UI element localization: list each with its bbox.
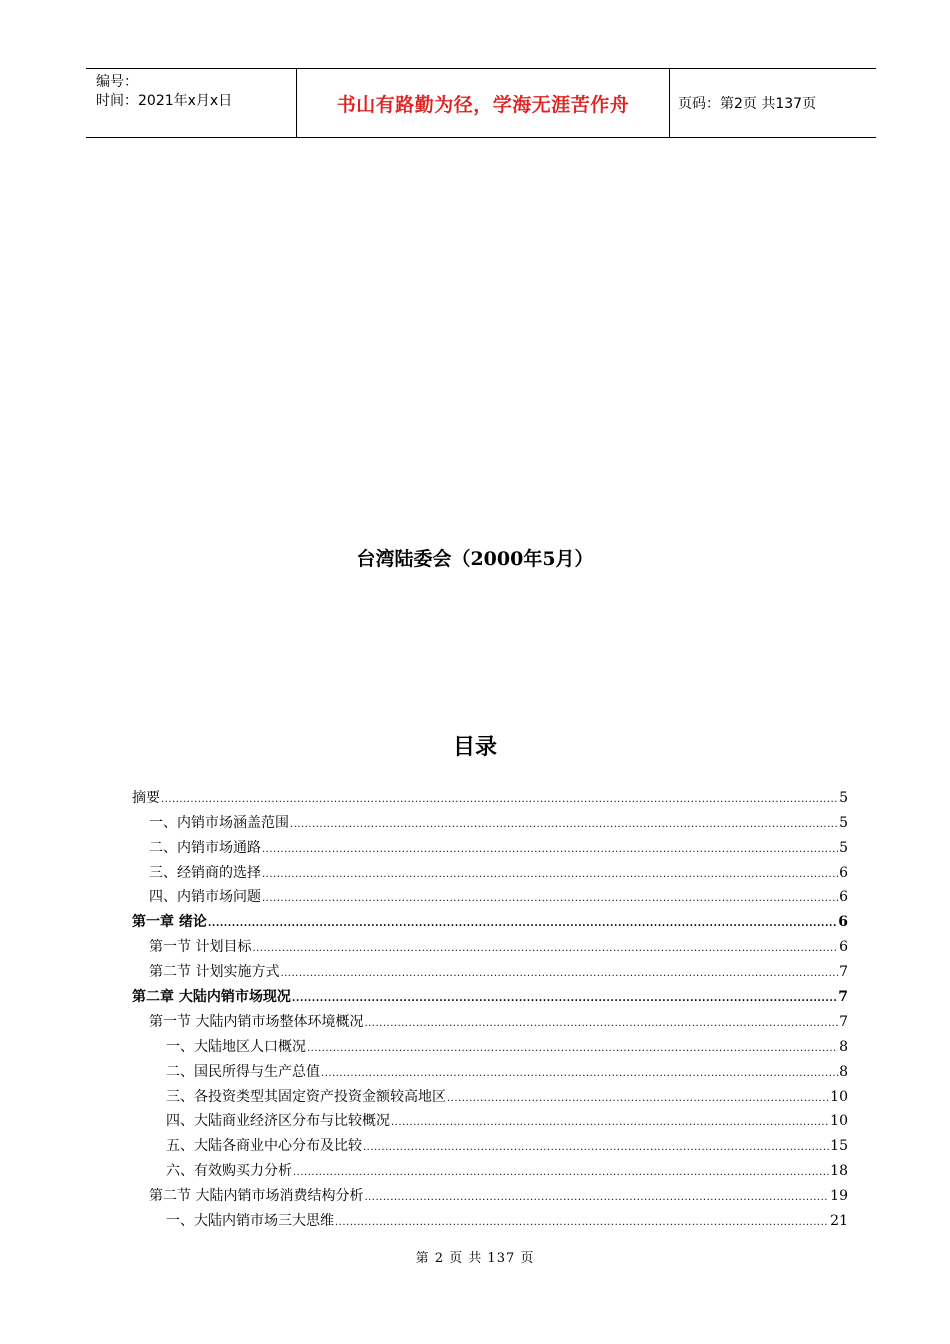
toc-entry[interactable] [132,782,848,807]
header-motto-cell [296,69,670,137]
toc-entry-page: 7 [838,989,848,1006]
toc-entry-label: 第一节 大陆内销市场整体环境概况 [149,1013,364,1030]
toc-leader-dots [321,1067,838,1081]
toc-entry[interactable] [132,807,848,832]
toc-entry-page: 6 [839,939,848,956]
toc-entry-label: 第二章 大陆内销市场现况 [132,989,291,1006]
toc-entry-label: 五、大陆各商业中心分布及比较 [166,1138,362,1155]
toc-leader-dots [262,868,838,882]
header-page-cell [670,69,876,137]
toc-entry-label: 摘要 [132,789,160,806]
toc-entry[interactable] [132,832,848,857]
toc-entry[interactable] [132,1031,848,1056]
toc-leader-dots [252,942,838,956]
toc-leader-dots [391,1116,829,1130]
toc-entry-page: 10 [830,1088,848,1105]
toc-entry-label: 三、各投资类型其固定资产投资金额较高地区 [166,1088,446,1105]
toc-entry-label: 第二节 大陆内销市场消费结构分析 [149,1188,364,1205]
toc-entry[interactable] [132,1006,848,1031]
toc-entry[interactable] [132,906,848,931]
toc-entry-page: 10 [830,1113,848,1130]
toc-entry-page: 5 [839,814,848,831]
toc-entry[interactable] [132,1130,848,1155]
toc-entry-page: 21 [830,1213,848,1230]
toc-entry[interactable] [132,1081,848,1106]
header-meta [86,69,296,137]
toc-leader-dots [161,793,838,807]
toc-leader-dots [364,1017,838,1031]
toc-leader-dots [335,1216,829,1230]
toc-entry-label: 四、大陆商业经济区分布与比较概况 [166,1113,390,1130]
toc-entry-label: 第一节 计划目标 [149,939,252,956]
toc-entry-page: 8 [839,1063,848,1080]
organization-title: 台湾陆委会（2000年5月） [356,548,594,570]
toc-entry[interactable] [132,1056,848,1081]
toc-entry-label: 四、内销市场问题 [149,889,261,906]
time-label: 时间：2021年x月x日 [96,93,233,109]
toc-entry-page: 7 [839,1013,848,1030]
toc-entry-page: 15 [830,1138,848,1155]
toc-entry[interactable] [132,956,848,981]
motto: 书山有路勤为径，学海无涯苦作舟 [336,93,630,116]
toc-entry[interactable] [132,1106,848,1131]
toc-entry-page: 8 [839,1038,848,1055]
toc-entry-label: 三、经销商的选择 [149,864,261,881]
page-info: 页码：第2页 共137页 [678,96,817,112]
toc-entry-label: 六、有效购买力分析 [166,1163,292,1180]
toc-title: 目录 [452,735,497,760]
toc-entry-page: 6 [839,864,848,881]
toc-entry[interactable] [132,981,848,1006]
toc-entry-label: 一、大陆内销市场三大思维 [166,1213,334,1230]
toc-entry-page: 7 [839,964,848,981]
toc-entry-page: 6 [838,914,848,931]
toc-leader-dots [447,1092,829,1106]
toc-leader-dots [208,917,837,931]
toc-entry-label: 二、国民所得与生产总值 [166,1063,320,1080]
toc-entry-page: 5 [839,789,848,806]
number-label: 编号： [96,74,138,90]
toc-leader-dots [293,1166,829,1180]
toc-entry-label: 一、内销市场涵盖范围 [149,814,289,831]
toc-entry[interactable] [132,1205,848,1230]
toc-entry-label: 第二节 计划实施方式 [149,964,280,981]
toc-entry-label: 第一章 绪论 [132,914,207,931]
toc-entry-label: 二、内销市场通路 [149,839,261,856]
toc-leader-dots [262,892,838,906]
toc-entry-page: 6 [839,889,848,906]
toc-entry-page: 5 [839,839,848,856]
table-of-contents [132,782,848,1230]
toc-leader-dots [307,1042,838,1056]
page-footer: 第 2 页 共 137 页 [415,1251,535,1266]
toc-leader-dots [290,818,838,832]
toc-leader-dots [364,1191,829,1205]
toc-entry-label: 一、大陆地区人口概况 [166,1038,306,1055]
toc-leader-dots [280,967,838,981]
toc-entry[interactable] [132,882,848,907]
toc-entry[interactable] [132,931,848,956]
page-header [86,68,876,138]
toc-entry-page: 18 [830,1163,848,1180]
toc-entry-page: 19 [830,1188,848,1205]
toc-entry[interactable] [132,1180,848,1205]
toc-leader-dots [363,1141,829,1155]
toc-leader-dots [262,843,838,857]
toc-leader-dots [292,992,837,1006]
toc-entry[interactable] [132,857,848,882]
toc-entry[interactable] [132,1155,848,1180]
